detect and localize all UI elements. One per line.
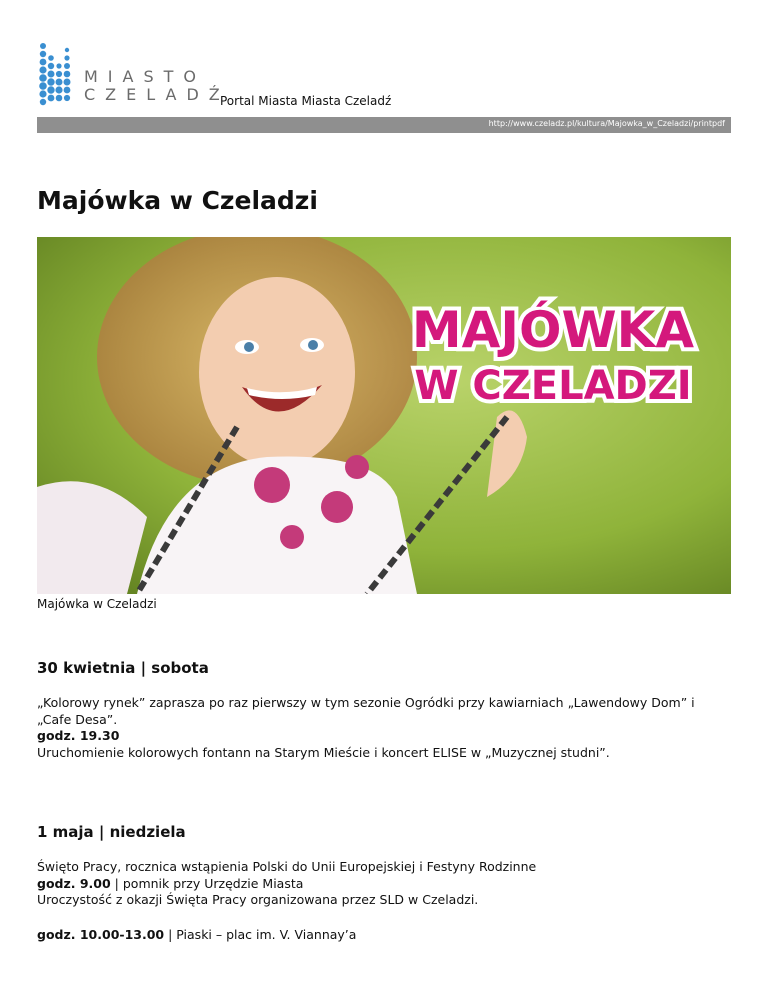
url-bar: [37, 117, 731, 133]
hero-text-line-1: MAJÓWKA: [411, 301, 695, 359]
hero-image: [37, 237, 731, 594]
section-text: Uroczystość z okazji Święta Pracy organizowana przez SLD w Czeladzi.: [37, 892, 479, 907]
logo-line-2: CZELADŹ: [84, 85, 230, 104]
section-text: Święto Pracy, rocznica wstąpienia Polski do Unii Europejskiej i Festyny Rodzinne: [37, 859, 537, 874]
event-place: | pomnik przy Urzędzie Miasta: [110, 875, 304, 891]
page-header: [37, 36, 731, 116]
city-logo-icon: [37, 36, 77, 106]
section-heading: 1 maja | niedziela: [37, 823, 186, 841]
section-april-30: [37, 659, 731, 761]
event-place: | Piaski – plac im. V. Viannay’a: [164, 926, 357, 942]
logo-line-1: MIASTO: [84, 67, 206, 86]
section-text: Uruchomienie kolorowych fontann na Starym Mieście i koncert ELISE w „Muzycznej studni”.: [37, 744, 610, 760]
page-url[interactable]: http://www.czeladz.pl/kultura/Majowka_w_Czeladzi/printpdf: [488, 119, 725, 128]
hero-text-line-2: W CZELADZI: [414, 363, 692, 409]
section-text: „Kolorowy rynek” zaprasza po raz pierwszy w tym sezonie Ogródki przy kawiarniach „Lawendowy Dom” i „Cafe Desa”.: [37, 695, 695, 727]
section-heading: 30 kwietnia | sobota: [37, 659, 209, 677]
logo-text: [84, 68, 230, 104]
page-title: Majówka w Czeladzi: [37, 186, 318, 215]
section-may-1: [37, 823, 731, 943]
event-time: godz. 19.30: [37, 728, 120, 743]
image-caption: Majówka w Czeladzi: [37, 597, 157, 611]
event-time: godz. 9.00: [37, 875, 111, 891]
event-time: godz. 10.00-13.00: [37, 926, 165, 942]
portal-name: Portal Miasta Miasta Czeladź: [220, 94, 392, 108]
